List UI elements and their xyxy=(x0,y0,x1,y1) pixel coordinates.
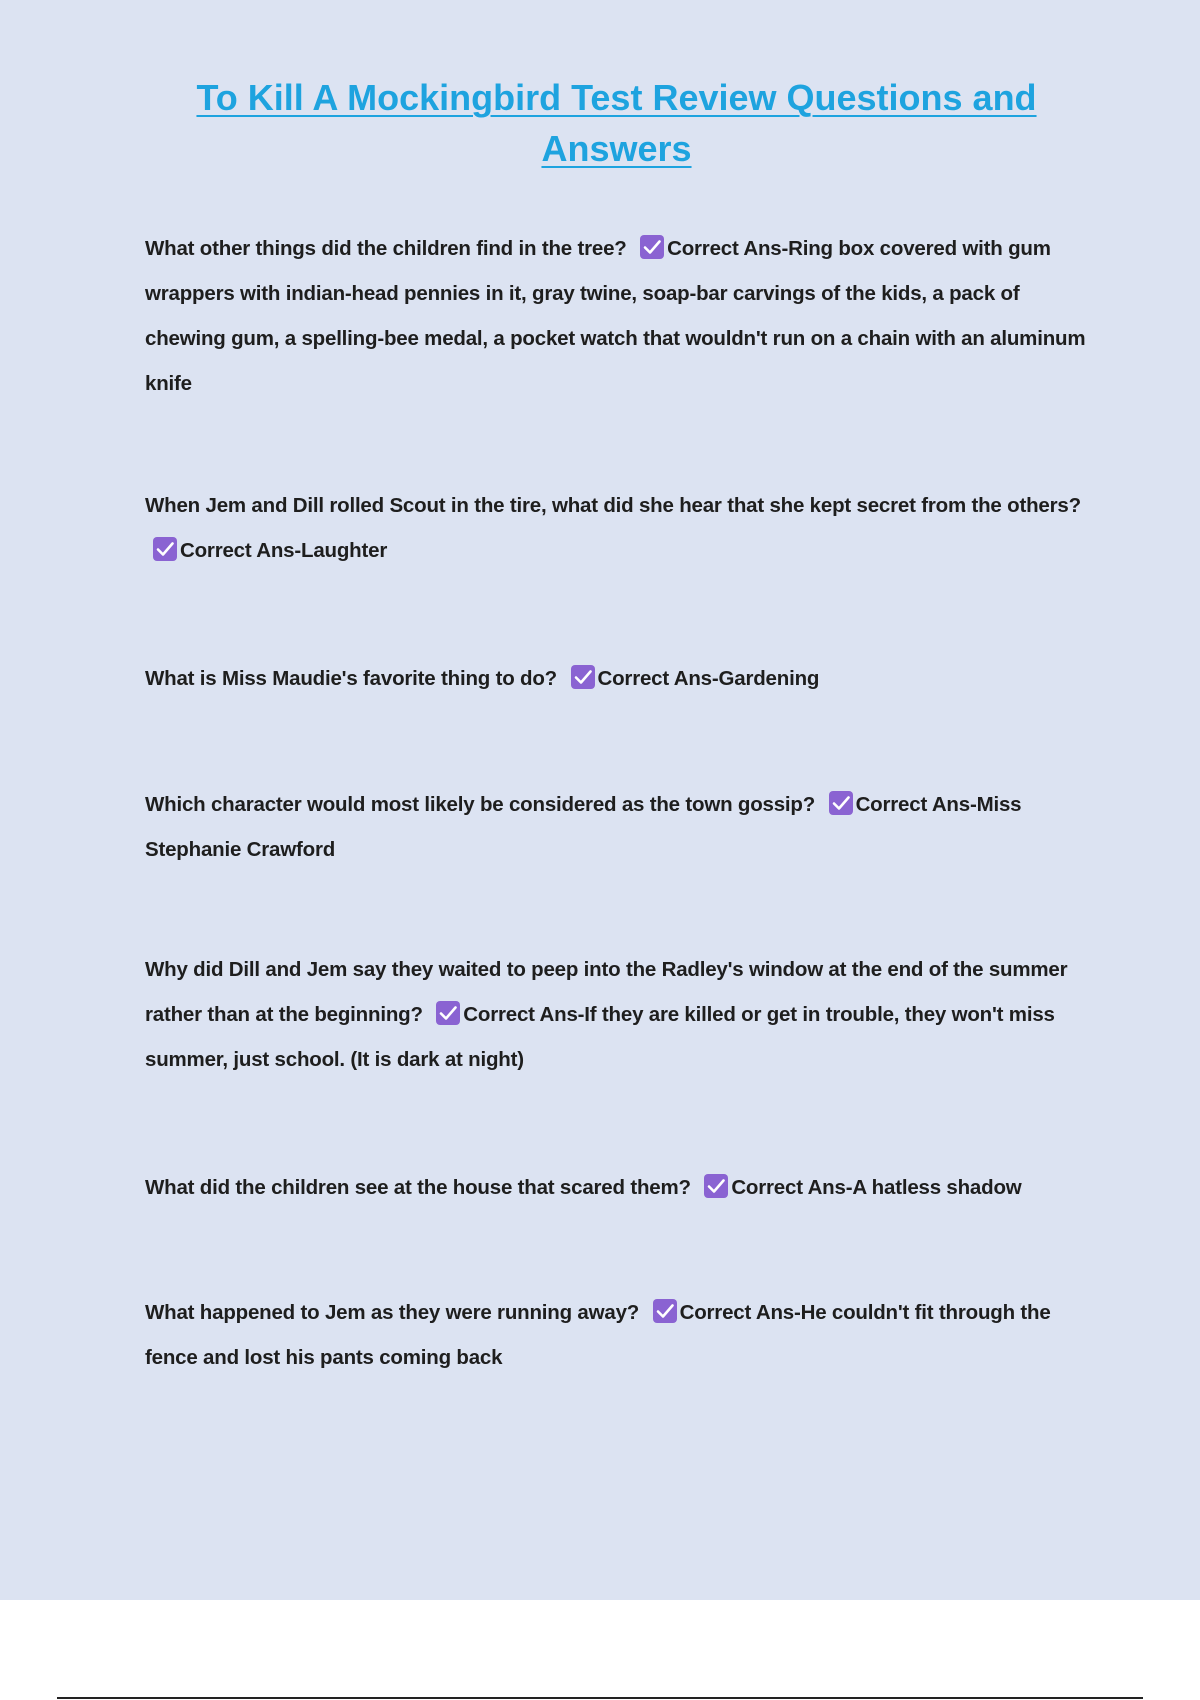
question-text: Why did Dill and Jem say they waited to peep into the Radley's window at the end of the summer rather than at the beginning? xyxy=(145,958,1068,1026)
qa-item xyxy=(145,947,1090,1082)
checkbox-checked-icon xyxy=(653,1299,677,1323)
answer-text: Correct Ans-Miss Stephanie Crawford xyxy=(145,793,1022,861)
answer-text: Correct Ans-Laughter xyxy=(180,539,388,562)
answer-text: Correct Ans-He couldn't fit through the fence and lost his pants coming back xyxy=(145,1301,1051,1369)
question-text: Which character would most likely be considered as the town gossip? xyxy=(145,793,816,816)
answer-text: Correct Ans-A hatless shadow xyxy=(731,1176,1022,1199)
question-text: What other things did the children find in the tree? xyxy=(145,237,627,260)
qa-item xyxy=(145,782,1090,872)
question-text: What did the children see at the house that scared them? xyxy=(145,1176,691,1199)
checkbox-checked-icon xyxy=(829,791,853,815)
qa-item xyxy=(145,1290,1090,1380)
qa-item xyxy=(145,483,1090,573)
checkbox-checked-icon xyxy=(704,1174,728,1198)
question-text: What happened to Jem as they were running away? xyxy=(145,1301,640,1324)
question-text: When Jem and Dill rolled Scout in the tire, what did she hear that she kept secret from the others? xyxy=(145,494,1081,517)
qa-item xyxy=(145,656,1090,701)
qa-item xyxy=(145,1165,1090,1210)
answer-text: Correct Ans-Gardening xyxy=(597,667,820,690)
answer-text: Correct Ans-If they are killed or get in trouble, they won't miss summer, just school. (It is dark at night) xyxy=(145,1003,1055,1071)
answer-text: Correct Ans-Ring box covered with gum wrappers with indian-head pennies in it, gray twine, soap-bar carvings of the kids, a pack of chewing gum, a spelling-bee medal, a pocket watch that wouldn't run on a chain with an aluminum knife xyxy=(145,237,1086,395)
checkbox-checked-icon xyxy=(436,1001,460,1025)
qa-item xyxy=(145,226,1090,406)
checkbox-checked-icon xyxy=(571,665,595,689)
checkbox-checked-icon xyxy=(640,235,664,259)
page-title: To Kill A Mockingbird Test Review Questions and Answers xyxy=(196,77,1037,169)
checkbox-checked-icon xyxy=(153,537,177,561)
question-text: What is Miss Maudie's favorite thing to do? xyxy=(145,667,557,690)
footer-rule xyxy=(57,1697,1143,1699)
